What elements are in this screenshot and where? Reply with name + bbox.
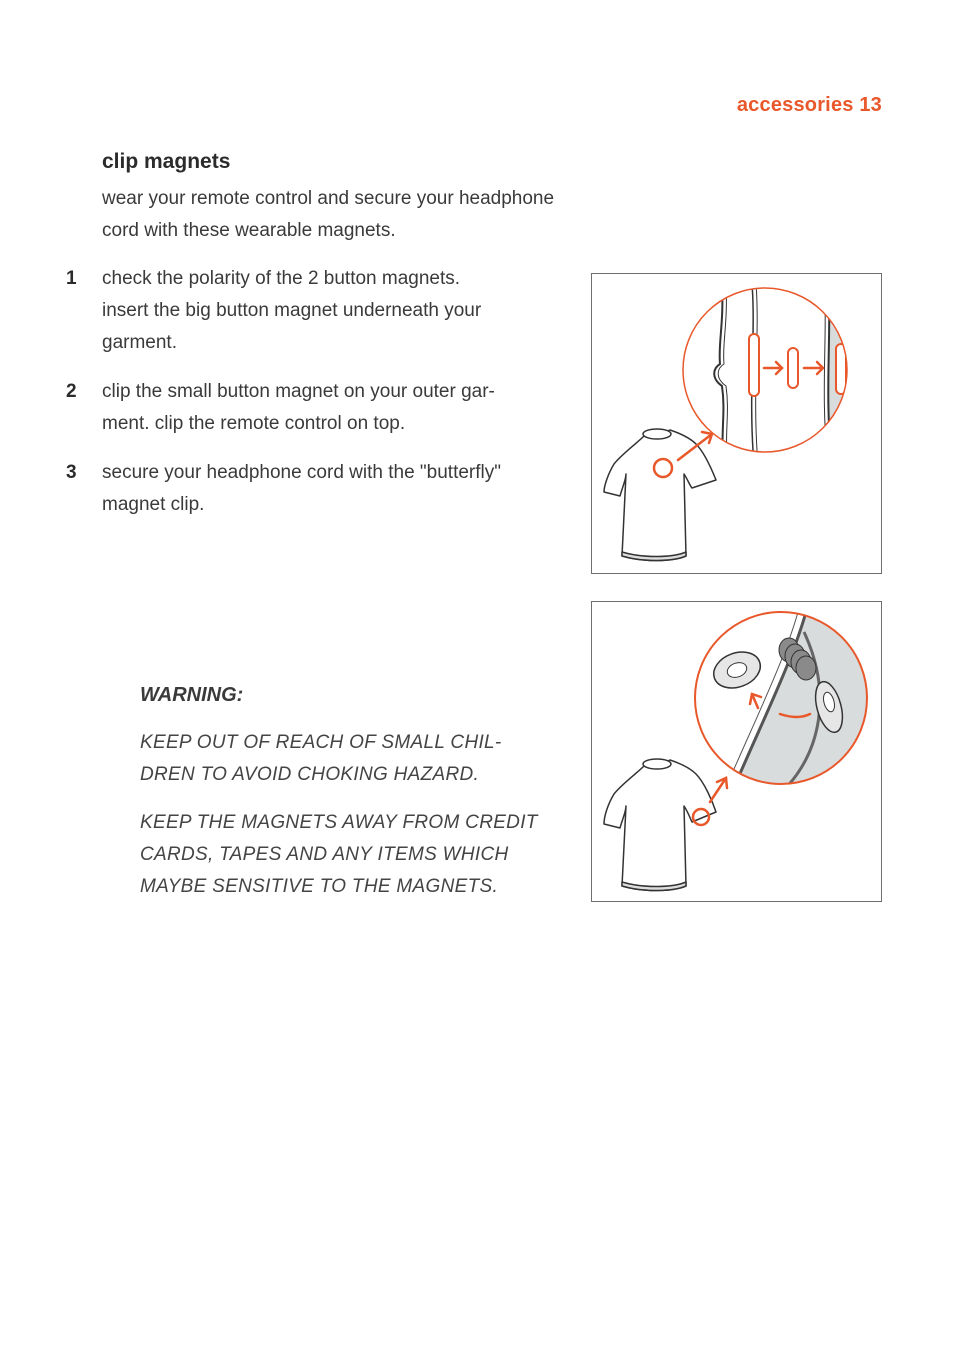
- step-line: check the polarity of the 2 button magnets.: [102, 268, 461, 289]
- step-line: garment.: [102, 332, 177, 353]
- step-line: insert the big button magnet underneath your: [102, 300, 482, 321]
- step-text: [102, 376, 552, 440]
- intro-line: cord with these wearable magnets.: [102, 220, 396, 241]
- step-number: 1: [66, 268, 77, 289]
- tshirt-magnet-polarity-illustration: [592, 274, 881, 573]
- step-text: [102, 457, 552, 521]
- warning-line: CARDS, TAPES AND ANY ITEMS WHICH: [140, 844, 509, 865]
- step-text: [102, 263, 552, 359]
- figure-polarity: [591, 273, 882, 574]
- intro-line: wear your remote control and secure your headphone: [102, 188, 555, 209]
- steps-list: [62, 263, 552, 538]
- section-title: clip magnets: [102, 150, 231, 173]
- step-line: ment. clip the remote control on top.: [102, 413, 406, 434]
- warning-block: [140, 680, 570, 919]
- intro-text: [102, 183, 602, 247]
- step-line: secure your headphone cord with the "butterfly": [102, 462, 501, 483]
- step-line: magnet clip.: [102, 494, 205, 515]
- step-number: 3: [66, 462, 77, 483]
- warning-line: KEEP THE MAGNETS AWAY FROM CREDIT: [140, 812, 538, 833]
- step-number: 2: [66, 381, 77, 402]
- warning-paragraph: [140, 807, 570, 903]
- step-3: [62, 457, 552, 521]
- warning-line: MAYBE SENSITIVE TO THE MAGNETS.: [140, 876, 499, 897]
- step-line: clip the small button magnet on your outer gar-: [102, 381, 495, 402]
- tshirt-butterfly-clip-illustration: [592, 602, 881, 901]
- warning-title: WARNING:: [140, 684, 244, 706]
- warning-paragraph: [140, 727, 570, 791]
- page-header: accessories 13: [736, 94, 882, 116]
- step-2: [62, 376, 552, 440]
- step-1: [62, 263, 552, 359]
- figure-butterfly-clip: [591, 601, 882, 902]
- warning-line: DREN TO AVOID CHOKING HAZARD.: [140, 764, 480, 785]
- warning-line: KEEP OUT OF REACH OF SMALL CHIL-: [140, 732, 502, 753]
